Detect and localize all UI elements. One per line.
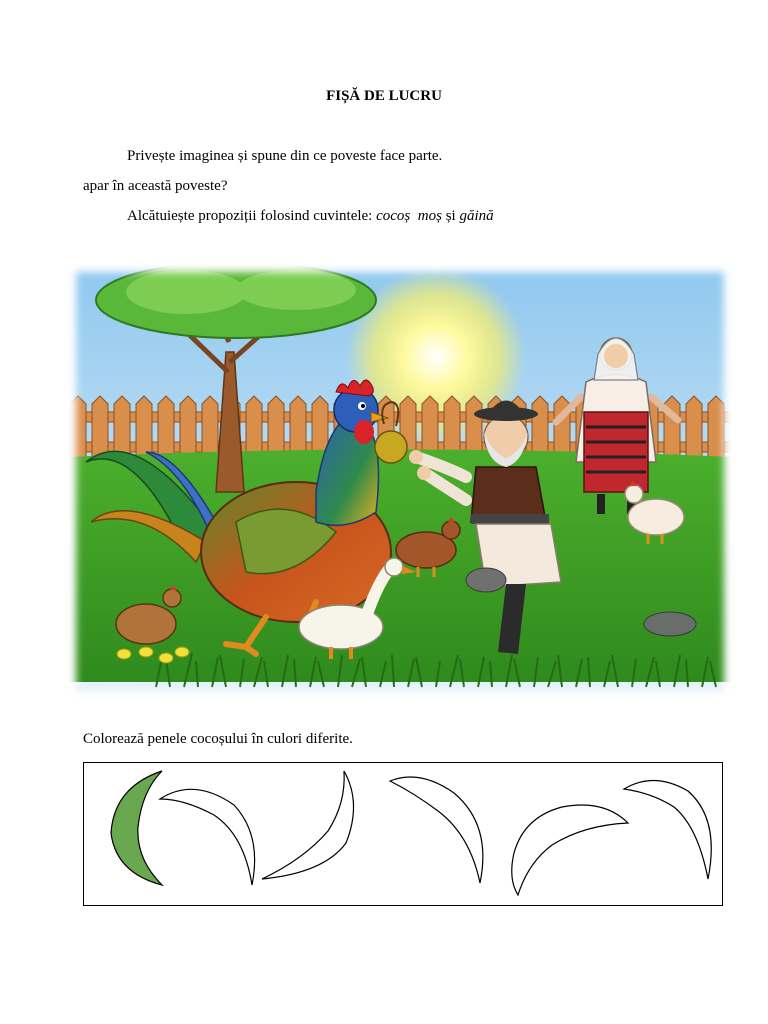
coloring-instruction: Colorează penele cocoșului în culori diferite. — [83, 731, 353, 747]
worksheet-title: FIȘĂ DE LUCRU — [326, 88, 442, 104]
feather-outline[interactable] — [390, 777, 483, 883]
instruction-line-3 — [127, 208, 494, 225]
word-cocos: cocoș — [376, 208, 411, 224]
word-gaina: găină — [459, 208, 494, 224]
instruction-line-1: Privește imaginea și spune din ce poveste face parte. — [127, 148, 443, 164]
instruction-line-3-prefix: Alcătuiește propoziții folosind cuvintele: — [127, 208, 377, 224]
feathers-box — [83, 762, 723, 906]
feather-outline[interactable] — [624, 780, 711, 879]
feather-outline[interactable] — [160, 789, 255, 885]
stone — [644, 612, 696, 636]
story-illustration — [66, 262, 734, 702]
word-si: și — [445, 208, 456, 224]
instruction-line-2: apar în această poveste? — [83, 178, 228, 194]
stone — [466, 568, 506, 592]
feathers-drawing — [84, 763, 724, 907]
word-mos: moș — [417, 208, 442, 224]
feather-outline[interactable] — [512, 805, 628, 895]
feather-filled[interactable] — [111, 771, 162, 885]
feather-outline[interactable] — [262, 771, 354, 879]
